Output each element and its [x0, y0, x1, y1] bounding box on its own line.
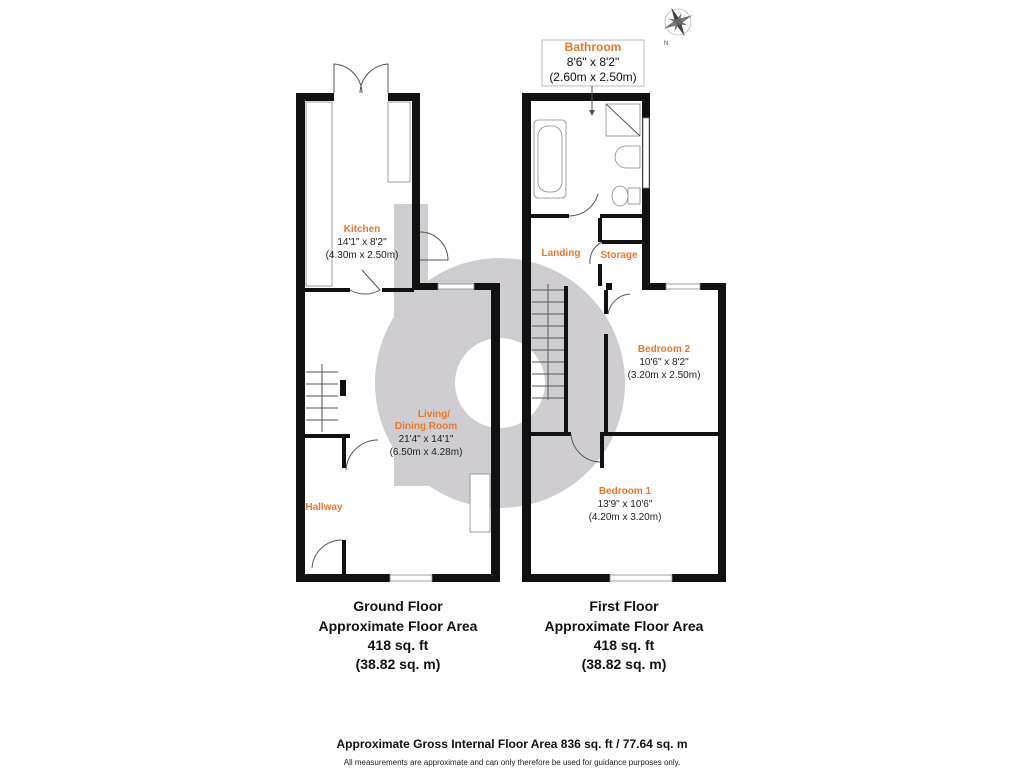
landing-label: Landing	[541, 248, 581, 259]
living-label-line2: Dining Room	[394, 421, 458, 432]
ground-floor-area-metric: (38.82 sq. m)	[355, 656, 441, 672]
hallway-label: Hallway	[305, 502, 343, 513]
kitchen-dimension-imperial: 14'1" x 8'2"	[337, 237, 387, 248]
first-floor-area-metric: (38.82 sq. m)	[581, 656, 667, 672]
bedroom2-label: Bedroom 2	[637, 344, 691, 355]
bathroom-dimension-metric: (2.60m x 2.50m)	[549, 70, 637, 84]
first-floor-area-imperial: 418 sq. ft	[593, 637, 655, 653]
bedroom1-dimension-imperial: 13'9" x 10'6"	[597, 499, 653, 510]
bedroom2-dimension-metric: (3.20m x 2.50m)	[627, 370, 701, 381]
first-floor-title: First Floor	[589, 598, 659, 614]
bathroom-dimension-imperial: 8'6" x 8'2"	[566, 55, 620, 69]
bedroom1-label: Bedroom 1	[598, 486, 652, 497]
ground-floor-area-imperial: 418 sq. ft	[367, 637, 429, 653]
compass-north-label: N	[664, 41, 669, 47]
ground-floor-title: Ground Floor	[353, 598, 443, 614]
ground-floor-area-heading: Approximate Floor Area	[318, 618, 478, 634]
living-dimension-metric: (6.50m x 4.28m)	[389, 447, 463, 458]
disclaimer-text: All measurements are approximate and can only therefore be used for guidance purposes only.	[343, 758, 681, 767]
bathroom-label: Bathroom	[564, 40, 622, 54]
storage-label: Storage	[600, 250, 638, 261]
ground-stairs	[306, 364, 338, 432]
living-label-line1: Living/	[417, 409, 451, 420]
bedroom1-dimension-metric: (4.20m x 3.20m)	[588, 512, 662, 523]
first-floor-area-heading: Approximate Floor Area	[544, 618, 704, 634]
bedroom2-dimension-imperial: 10'6" x 8'2"	[639, 357, 689, 368]
gross-internal-area: Approximate Gross Internal Floor Area 836 sq. ft / 77.64 sq. m	[336, 737, 688, 751]
kitchen-label: Kitchen	[343, 224, 381, 235]
compass-rose-icon	[662, 6, 694, 47]
kitchen-dimension-metric: (4.30m x 2.50m)	[325, 250, 399, 261]
living-dimension-imperial: 21'4" x 14'1"	[398, 434, 454, 445]
